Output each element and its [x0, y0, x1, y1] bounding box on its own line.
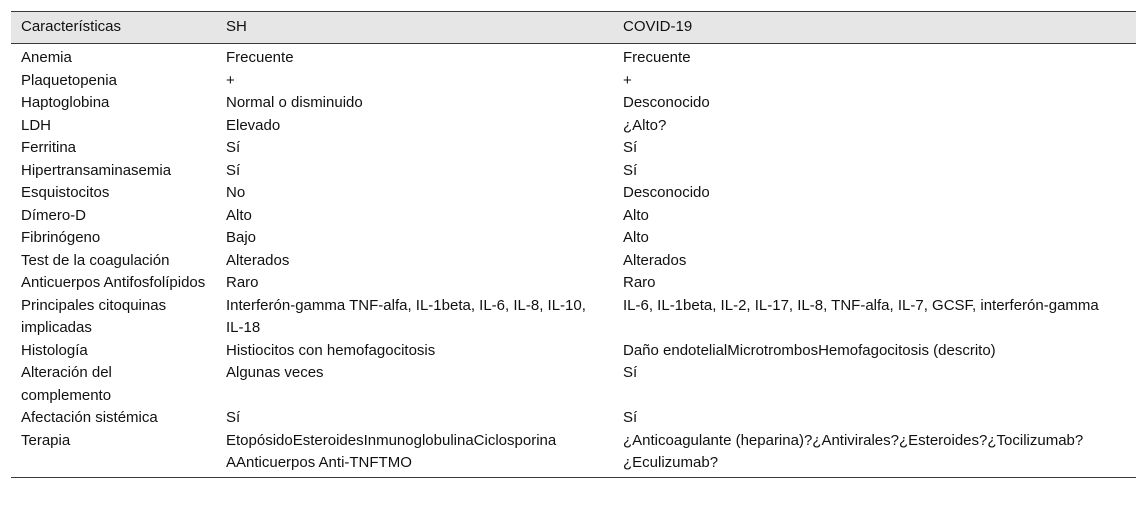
- covid-value: Frecuente: [623, 49, 691, 66]
- covid-value: Daño endotelialMicrotrombosHemofagocitosis (descrito): [623, 341, 996, 359]
- row-label: Histología: [21, 341, 88, 359]
- table-header: [11, 12, 1136, 44]
- table-row: [11, 295, 1136, 340]
- covid-value: ¿Alto?: [623, 116, 667, 134]
- table-row: [11, 362, 1136, 407]
- row-label: Fibrinógeno: [21, 229, 101, 246]
- table-row: [11, 205, 1136, 228]
- covid-value: ¿Anticoagulante (heparina)?¿Antivirales?¿Esteroides?¿Tocilizumab?¿Eculizumab?: [623, 431, 1084, 471]
- sh-value: Alto: [226, 206, 252, 224]
- row-label: LDH: [21, 116, 52, 134]
- row-label: Plaquetopenia: [21, 71, 117, 89]
- row-label: Principales citoquinas implicadas: [21, 296, 167, 336]
- table-row: [11, 430, 1136, 478]
- sh-value: Normal o disminuido: [226, 94, 363, 111]
- sh-value: Algunas veces: [226, 364, 324, 381]
- header-covid19: COVID-19: [623, 18, 693, 36]
- header-row: [11, 12, 1136, 44]
- sh-value: No: [226, 184, 246, 201]
- sh-value: Histiocitos con hemofagocitosis: [226, 341, 436, 359]
- row-label: Haptoglobina: [21, 94, 110, 111]
- row-label: Esquistocitos: [21, 184, 110, 201]
- table-row: [11, 70, 1136, 93]
- table-row: [11, 115, 1136, 138]
- row-label: Ferritina: [21, 139, 77, 156]
- sh-value: EtopósidoEsteroidesInmunoglobulinaCiclosporina AAnticuerpos Anti-TNFTMO: [226, 431, 557, 471]
- covid-value: +: [623, 71, 632, 89]
- sh-value: Sí: [226, 139, 241, 156]
- sh-value: Bajo: [226, 229, 257, 246]
- covid-value: Raro: [623, 274, 656, 291]
- table-body: [11, 44, 1136, 478]
- sh-value: Sí: [226, 161, 241, 179]
- comparison-table: [11, 11, 1136, 478]
- table-row: [11, 137, 1136, 160]
- covid-value: Sí: [623, 139, 638, 156]
- row-label: Hipertransaminasemia: [21, 161, 172, 179]
- row-label: Test de la coagulación: [21, 251, 170, 269]
- table-row: [11, 340, 1136, 363]
- table-row: [11, 160, 1136, 183]
- row-label: Anticuerpos Antifosfolípidos: [21, 274, 206, 291]
- row-label: Terapia: [21, 431, 71, 449]
- table-row: [11, 407, 1136, 430]
- sh-value: Elevado: [226, 116, 281, 134]
- covid-value: Alto: [623, 229, 649, 246]
- covid-value: Sí: [623, 409, 638, 426]
- covid-value: Alto: [623, 206, 649, 224]
- covid-value: Alterados: [623, 251, 687, 269]
- covid-value: Sí: [623, 364, 638, 381]
- table-row: [11, 272, 1136, 295]
- table-row: [11, 182, 1136, 205]
- covid-value: IL-6, IL-1beta, IL-2, IL-17, IL-8, TNF-alfa, IL-7, GCSF, interferón-gamma: [623, 296, 1099, 314]
- row-label: Afectación sistémica: [21, 409, 158, 426]
- covid-value: Desconocido: [623, 94, 710, 111]
- sh-value: Interferón-gamma TNF-alfa, IL-1beta, IL-6, IL-8, IL-10, IL-18: [226, 296, 586, 336]
- sh-value: Frecuente: [226, 49, 294, 66]
- table-row: [11, 92, 1136, 115]
- row-label: Alteración del complemento: [21, 364, 112, 404]
- covid-value: Desconocido: [623, 184, 710, 201]
- comparison-table-container: [11, 11, 1136, 478]
- header-sh: SH: [226, 18, 247, 36]
- table-row: [11, 227, 1136, 250]
- sh-value: +: [226, 71, 235, 89]
- row-label: Anemia: [21, 49, 72, 66]
- sh-value: Alterados: [226, 251, 290, 269]
- sh-value: Sí: [226, 409, 241, 426]
- row-label: Dímero-D: [21, 206, 87, 224]
- table-row: [11, 44, 1136, 70]
- header-caracteristicas: Características: [21, 18, 122, 36]
- sh-value: Raro: [226, 274, 259, 291]
- table-row: [11, 250, 1136, 273]
- covid-value: Sí: [623, 161, 638, 179]
